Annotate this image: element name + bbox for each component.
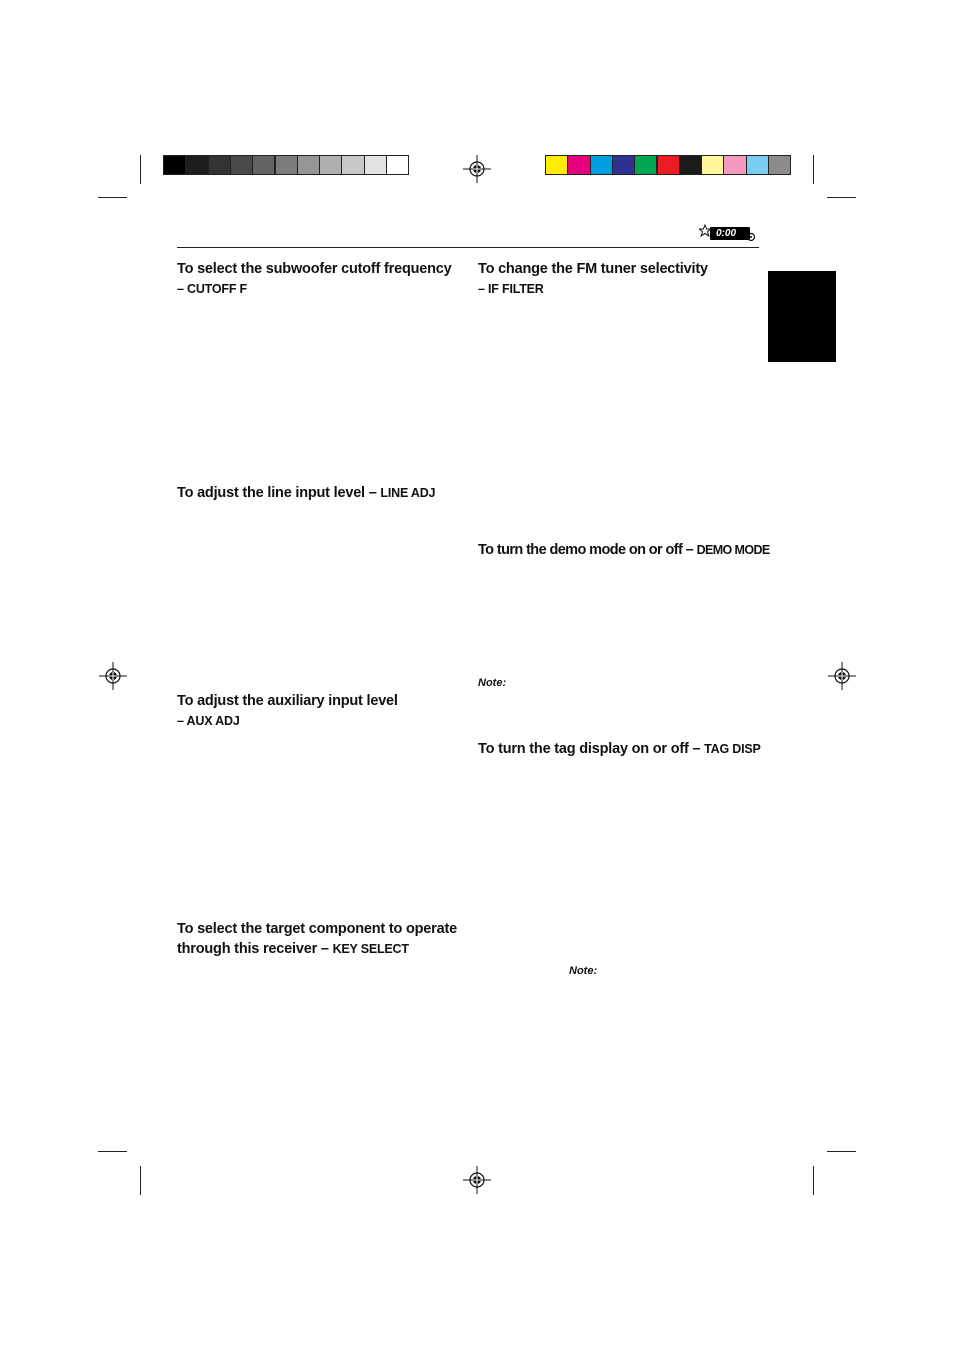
grayscale-swatch bbox=[252, 155, 275, 175]
grayscale-swatch bbox=[386, 155, 409, 175]
grayscale-swatch bbox=[230, 155, 253, 175]
note-label: Note: bbox=[478, 677, 507, 689]
heading-code: KEY SELECT bbox=[332, 942, 409, 956]
grayscale-swatch bbox=[364, 155, 387, 175]
crop-mark bbox=[140, 1166, 141, 1195]
color-swatch bbox=[768, 155, 791, 175]
heading-code: DEMO MODE bbox=[696, 543, 770, 557]
color-swatch bbox=[590, 155, 613, 175]
color-swatch bbox=[657, 155, 680, 175]
color-swatch bbox=[701, 155, 724, 175]
header-rule bbox=[177, 247, 759, 248]
color-swatch bbox=[746, 155, 769, 175]
crop-mark bbox=[813, 155, 814, 184]
crop-mark bbox=[827, 1151, 856, 1152]
registration-mark-icon bbox=[828, 662, 856, 690]
grayscale-swatch bbox=[275, 155, 298, 175]
language-side-tab bbox=[768, 271, 836, 362]
color-swatch bbox=[723, 155, 746, 175]
registration-mark-icon bbox=[463, 155, 491, 183]
color-swatch bbox=[612, 155, 635, 175]
heading-code: – IF FILTER bbox=[478, 282, 544, 296]
color-swatch bbox=[679, 155, 702, 175]
color-swatch bbox=[567, 155, 590, 175]
heading-if-filter: To change the FM tuner selectivity – IF FILTER bbox=[478, 259, 708, 299]
heading-code: – CUTOFF F bbox=[177, 282, 247, 296]
crop-mark bbox=[140, 155, 141, 184]
crop-mark bbox=[98, 1151, 127, 1152]
grayscale-swatch bbox=[185, 155, 208, 175]
heading-tag-disp: To turn the tag display on or off – TAG DISP bbox=[478, 741, 761, 757]
grayscale-swatch bbox=[208, 155, 231, 175]
grayscale-swatch bbox=[297, 155, 320, 175]
registration-mark-icon bbox=[99, 662, 127, 690]
clock-settings-icon bbox=[699, 224, 757, 244]
heading-demo-mode: To turn the demo mode on or off – DEMO MODE bbox=[478, 542, 770, 558]
grayscale-swatch bbox=[163, 155, 186, 175]
grayscale-swatch bbox=[319, 155, 342, 175]
color-swatch bbox=[545, 155, 568, 175]
crop-mark bbox=[827, 197, 856, 198]
heading-line-adj: To adjust the line input level – LINE ADJ bbox=[177, 485, 436, 501]
heading-code: – AUX ADJ bbox=[177, 714, 240, 728]
registration-mark-icon bbox=[463, 1166, 491, 1194]
heading-code: TAG DISP bbox=[704, 742, 761, 756]
grayscale-swatch bbox=[341, 155, 364, 175]
heading-key-select: To select the target component to operate through this receiver – KEY SELECT bbox=[177, 921, 457, 957]
note-label: Note: bbox=[569, 965, 598, 977]
color-swatch bbox=[634, 155, 657, 175]
crop-mark bbox=[98, 197, 127, 198]
heading-cutoff-freq: To select the subwoofer cutoff frequency – CUTOFF F bbox=[177, 259, 452, 299]
crop-mark bbox=[813, 1166, 814, 1195]
clock-text: 0:00 bbox=[716, 228, 737, 239]
heading-aux-adj: To adjust the auxiliary input level – AUX ADJ bbox=[177, 691, 398, 731]
heading-code: LINE ADJ bbox=[380, 486, 436, 500]
